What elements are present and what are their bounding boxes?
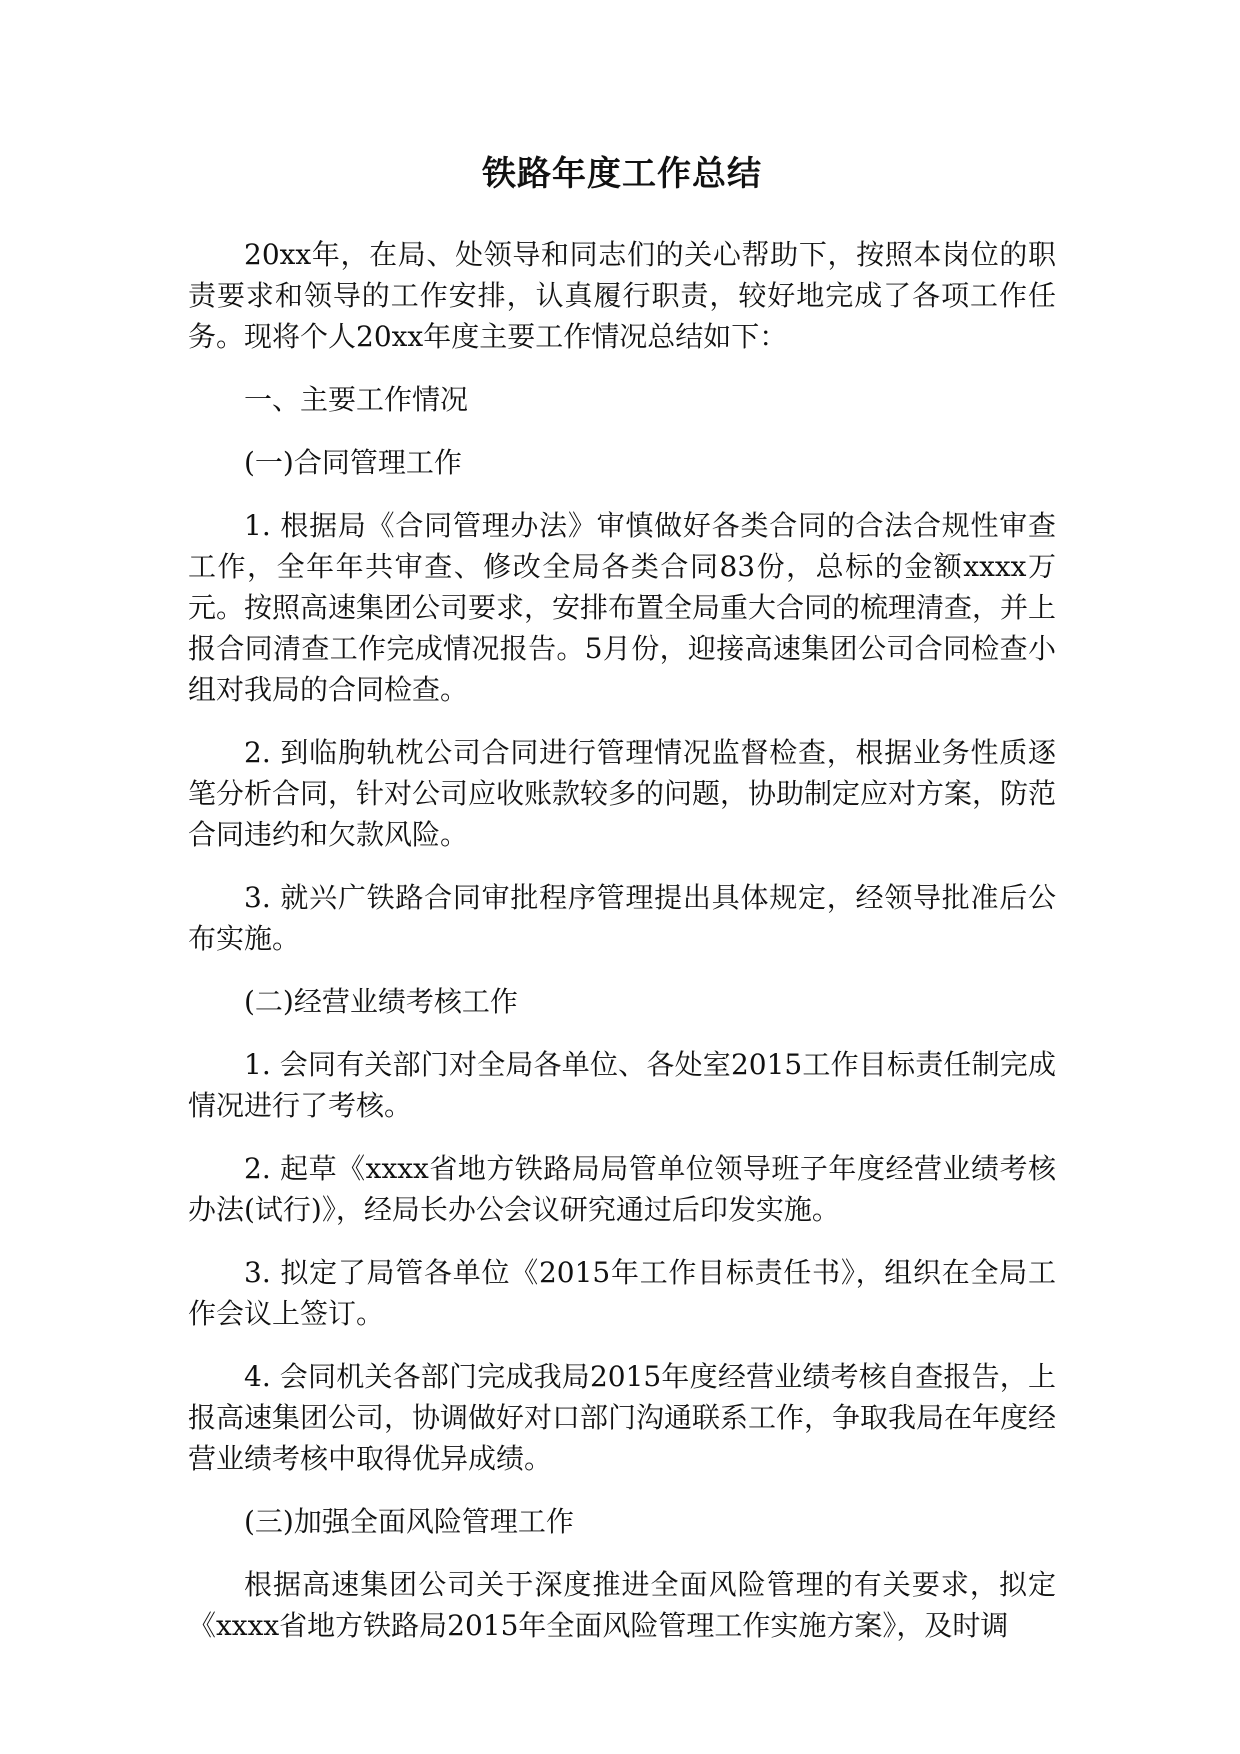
assessment-item-2: 2. 起草《xxxx省地方铁路局局管单位领导班子年度经营业绩考核办法(试行)》，经局长办公会议研究通过后印发实施。 bbox=[188, 1152, 1056, 1226]
subsection-heading-contract-management: (一)合同管理工作 bbox=[244, 446, 462, 479]
document-body bbox=[188, 150, 1056, 1668]
subsection-heading-risk-management: (三)加强全面风险管理工作 bbox=[244, 1505, 574, 1538]
assessment-item-1: 1. 会同有关部门对全局各单位、各处室2015工作目标责任制完成情况进行了考核。 bbox=[188, 1048, 1056, 1122]
contract-item-3: 3. 就兴广铁路合同审批程序管理提出具体规定，经领导批准后公布实施。 bbox=[188, 881, 1056, 955]
section-heading-main-work: 一、主要工作情况 bbox=[244, 383, 469, 416]
assessment-item-3: 3. 拟定了局管各单位《2015年工作目标责任书》，组织在全局工作会议上签订。 bbox=[188, 1256, 1056, 1330]
assessment-item-4: 4. 会同机关各部门完成我局2015年度经营业绩考核自查报告，上报高速集团公司，协调做好对口部门沟通联系工作，争取我局在年度经营业绩考核中取得优异成绩。 bbox=[188, 1360, 1057, 1475]
risk-management-paragraph: 根据高速集团公司关于深度推进全面风险管理的有关要求，拟定《xxxx省地方铁路局2015年全面风险管理工作实施方案》，及时调 bbox=[188, 1568, 1056, 1642]
intro-paragraph: 20xx年，在局、处领导和同志们的关心帮助下，按照本岗位的职责要求和领导的工作安排，认真履行职责，较好地完成了各项工作任务。现将个人20xx年度主要工作情况总结如下： bbox=[188, 238, 1056, 353]
contract-item-2: 2. 到临朐轨枕公司合同进行管理情况监督检查，根据业务性质逐笔分析合同，针对公司应收账款较多的问题，协助制定应对方案，防范合同违约和欠款风险。 bbox=[188, 736, 1057, 851]
contract-item-1: 1. 根据局《合同管理办法》审慎做好各类合同的合法合规性审查工作，全年年共审查、修改全局各类合同83份，总标的金额xxxx万元。按照高速集团公司要求，安排布置全局重大合同的梳理清查，并上报合同清查工作完成情况报告。5月份，迎接高速集团公司合同检查小组对我局的合同检查。 bbox=[188, 509, 1057, 706]
document-title: 铁路年度工作总结 bbox=[482, 154, 762, 194]
subsection-heading-performance-assessment: (二)经营业绩考核工作 bbox=[244, 985, 518, 1018]
